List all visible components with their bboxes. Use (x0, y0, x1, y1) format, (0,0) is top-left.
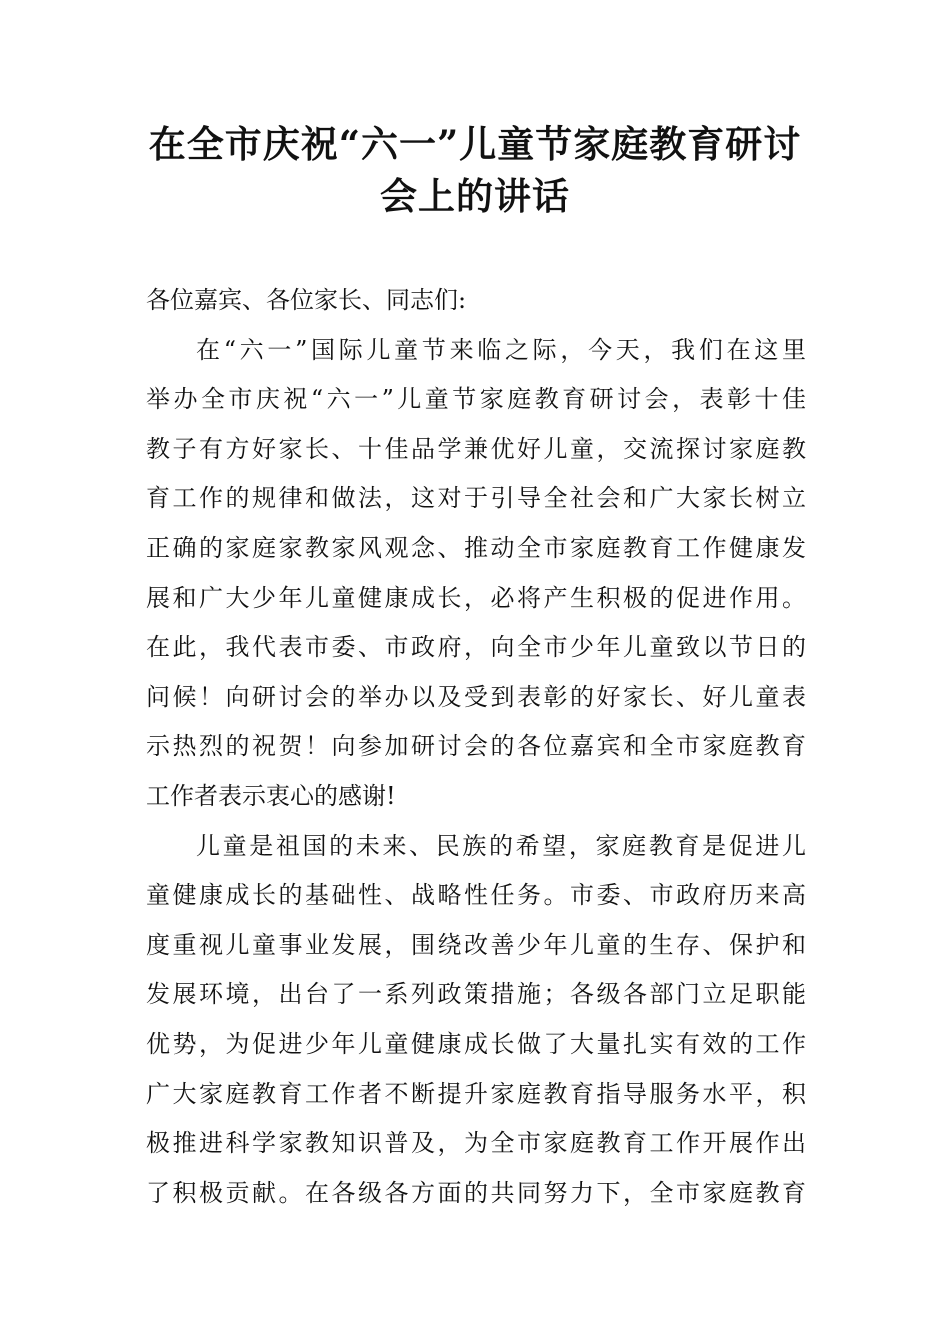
paragraph-line: 教子有方好家长、十佳品学兼优好儿童，交流探讨家庭教 (146, 434, 806, 463)
document-body (146, 276, 806, 1218)
paragraph-line: 了积极贡献。在各级各方面的共同努力下，全市家庭教育 (146, 1178, 806, 1207)
paragraph-line: 举办全市庆祝“六一”儿童节家庭教育研讨会，表彰十佳 (146, 385, 806, 414)
paragraph-line: 示热烈的祝贺！向参加研讨会的各位嘉宾和全市家庭教育 (146, 732, 806, 761)
paragraph-2 (146, 822, 806, 1219)
paragraph-line: 优势，为促进少年儿童健康成长做了大量扎实有效的工作 (146, 1029, 806, 1058)
paragraph-1 (146, 326, 806, 822)
paragraph-line: 在此，我代表市委、市政府，向全市少年儿童致以节日的 (146, 633, 806, 662)
paragraph-line: 度重视儿童事业发展，围绕改善少年儿童的生存、保护和 (146, 930, 806, 959)
paragraph-line: 工作者表示衷心的感谢! (146, 781, 396, 810)
paragraph-line: 发展环境，出台了一系列政策措施；各级各部门立足职能 (146, 980, 806, 1009)
salutation: 各位嘉宾、各位家长、同志们: (146, 286, 467, 314)
paragraph-line: 育工作的规律和做法，这对于引导全社会和广大家长树立 (146, 484, 806, 513)
paragraph-line: 正确的家庭家教家风观念、推动全市家庭教育工作健康发 (146, 533, 806, 562)
title-line-1: 在全市庆祝“六一”儿童节家庭教育研讨 (148, 122, 802, 166)
document-title (120, 118, 830, 222)
title-line-2: 会上的讲话 (380, 174, 570, 218)
paragraph-line: 展和广大少年儿童健康成长，必将产生积极的促进作用。 (146, 583, 806, 612)
paragraph-line: 广大家庭教育工作者不断提升家庭教育指导服务水平，积 (146, 1079, 806, 1108)
paragraph-line: 问候！向研讨会的举办以及受到表彰的好家长、好儿童表 (146, 682, 806, 711)
paragraph-line: 儿童是祖国的未来、民族的希望，家庭教育是促进儿 (196, 831, 806, 860)
paragraph-line: 在“六一”国际儿童节来临之际，今天，我们在这里 (196, 335, 806, 364)
paragraph-line: 童健康成长的基础性、战略性任务。市委、市政府历来高 (146, 881, 806, 910)
paragraph-line: 极推进科学家教知识普及，为全市家庭教育工作开展作出 (146, 1129, 806, 1158)
